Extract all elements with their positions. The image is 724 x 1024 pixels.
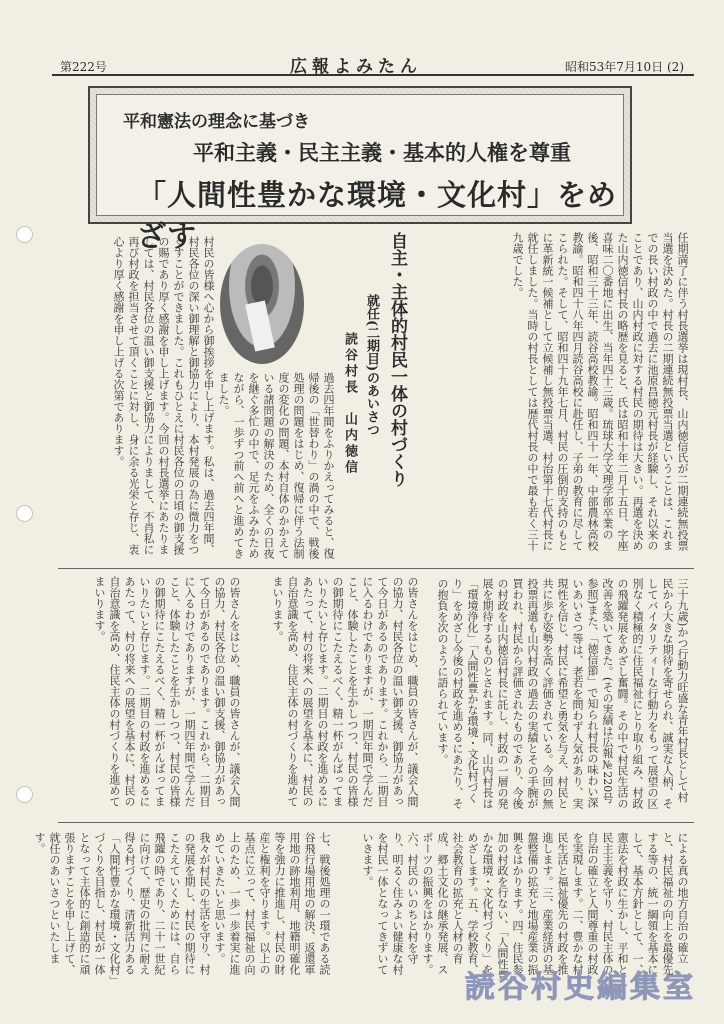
archive-watermark: 読谷村史編集室 [465, 970, 696, 1005]
banner-line-1: 平和憲法の理念に基づき [123, 112, 310, 132]
binder-hole [16, 505, 33, 522]
publication-date [565, 58, 684, 75]
column-top-right: 任期満了に伴う村長選挙は現村長、山内徳信氏が二期連続無投票当選を決めた。村長の二期連続無投票当選ということは、これまでの長い村政の中で過去に池原昌徳元村長が経験し、それ以来のことであり、山内村政に対する村民の期待は大きい。再選を決めた山内徳信村長の略歴を見ると、氏は昭和十年二月十五日、字座喜味二〇番地に出生、当年四十三歳。琉球大学文理学部卒業の後、昭和三十三年、読谷高校教諭。昭和四十一年、中部農林高校教諭。昭和四十八年四月読谷高校に赴任し、子弟の教育に尽してこられた。そして、昭和四十九年七月、村民の圧倒的支持のもとに革新統一候補として立候補し無投票当選、村治第十七代村長に就任しました。当時の村長としては歴代村長の中で最も若く三十九歳でした。 [511, 232, 689, 551]
column-greeting-3: の皆さんをはじめ、職員の皆さんが、議会人間の協力、村民各位の温い御支援、御協力があって今日があるのであります。これから、二期目に入るわけでありますが、一期四年間で学んだこと、体験したことを生かしつつ、村民の皆様の御期待にこたえるべく、精一杯がんばってまいりたいと存じます。二期目の村政を進めるにあたって、村の将来への展望を基本に、村民の自治意識を高め、住民主体の村づくりを進めてまいります。 [271, 576, 419, 807]
article-subheadline: 就任(二期目)のあいさつ [364, 294, 379, 437]
newsletter-title: 広報よみたん [290, 57, 422, 77]
portrait-sash [245, 300, 275, 351]
mayor-portrait [220, 244, 304, 364]
column-greeting-4: の皆さんをはじめ、職員の皆さんが、議会人間の協力、村民各位の温い御支援、御協力があって今日があるのであります。これから、二期目に入るわけでありますが、一期四年間で学んだこと、体験したことを生かしつつ、村民の皆様の御期待にこたえるべく、精一杯がんばってまいりたいと存じます。二期目の村政を進めるにあたって、村の将来への展望を基本に、村民の自治意識を高め、住民主体の村づくりを進めてまいります。 [93, 576, 241, 807]
lower-rule [58, 822, 694, 823]
binder-hole [16, 226, 33, 243]
section-rule [58, 568, 694, 569]
binder-hole [16, 786, 33, 803]
headline-banner [88, 86, 632, 253]
column-greeting-2: 過去四年間をふりかえってみると、復帰後の「世替わり」の渦の中で、戦後処理の問題をはじめ、復帰に伴う法制度の変化の問題、本村自体のかかえている諸問題の解決のため、全くの日夜を継ぐ多忙の中で、足元をふみかためながら、一歩ずつ前へ前へと進めてきました。 [217, 372, 335, 559]
header-rule [52, 74, 694, 76]
column-greeting-1: 村民の皆様へ心から御挨拶を申し上げます。私は、過去四年間、村民各位の深い御理解と御協力により、本村発展の為に微力をつくすことができました。これもひとえに村民各位の日頃の御支援の賜であり厚く感謝を申し上げます。今回の村長選挙にあたりましては、村民各位の温い御支援と御協力によりまして、不肖私に再び村政を担当させて頂くことに対し、身に余る光栄と存じ、衷心より厚く感謝を申し上げる次第であります。 [112, 236, 215, 555]
article-author: 読谷村長 山内徳信 [342, 332, 357, 476]
banner-line-3: 「人間性豊かな環境・文化村」をめざす [137, 178, 618, 253]
column-top-left: 三十九歳)かつ行動力旺盛な青年村長として村民から大きな期待を寄せられ、誠実な人柄、そしてバイタリティーな行動力をもって展望の区別なく積極的に住民福祉にとり取り組み、村政の飛躍発展をめざし奮闘。その中で村民生活の改善を築いてきた。(その実績は広報№220号参照)また、「徳信節」で知られ村長の味わい深いあいさつ等は、老若を問わず人気があり、実現性を信じ、村民に希望と勇気を与え、村民と共に歩む姿勢を高く評価されている。今回の無投票再選も山内村政の過去の実績とその手腕が買われ、村民から評価されたものであり、今後の村政を山内徳信村長に託し、村政の一層の発展を期待するものとされます。同、山内村長は「環境浄化」「人間性豊かな環境・文化村づくり」をめざし今後の村政を進めるにあたり、その抱負を次のように語られています。 [436, 578, 689, 809]
banner-inner [96, 94, 624, 253]
column-closing: 七、戦後処理の一環である読谷飛行場用地の解決、返還軍用地の跡地利用、地籍明確化等を強力に推進し、村民の財産と権利を守ります。以上の基点に立って、村民福祉の向上のため、一歩一歩着実に進めていきたいと思います。我々が村民の生活を守り、村の発展を期し、村民の期待にこたえていくためには、自ら飛躍の時であり、二十一世紀に向けて、歴史の批判に耐え得る村づくり、清新活力ある「人間性豊かな環境・文化村」づくりを目指し、村民が一体となって主体的に創造的に頑張りますことを申し上げて、就任のあいさつといたします。 [33, 832, 331, 981]
banner-line-2: 平和主義・民主主義・基本的人権を尊重 [193, 140, 571, 165]
date-text: 昭和53年7月10日 [564, 60, 664, 74]
page-number: (2) [667, 60, 684, 74]
column-policy: による真の地方自治の確立と、村民福祉の向上を最優先する等の、統一綱領を基本にして、基本方針として、一、憲法を村政に生かし、平和と民主主義を守り、村民主体の自治の確立と人間尊重の村政を実現します。二、豊かな村民生活と福祉優先の村政を推進します。三、産業経済の基盤整備の拡充と地場産業の振興をはかります。四、住民参加の村政を行ない、「人間性豊かな環境・文化村づくり」をめざします。五、学校教育、社会教育の拡充と人材の育成、郷土文化の継承発展、スポーツの振興をはかります。六、村民のいのちと村を守り、明るく住みよい健康な村を村民一体となってきずいていきます。 [361, 832, 689, 981]
article-headline: 自主・主体的村民一体の村づくり [387, 232, 407, 487]
issue-number: 第222号 [60, 60, 107, 74]
